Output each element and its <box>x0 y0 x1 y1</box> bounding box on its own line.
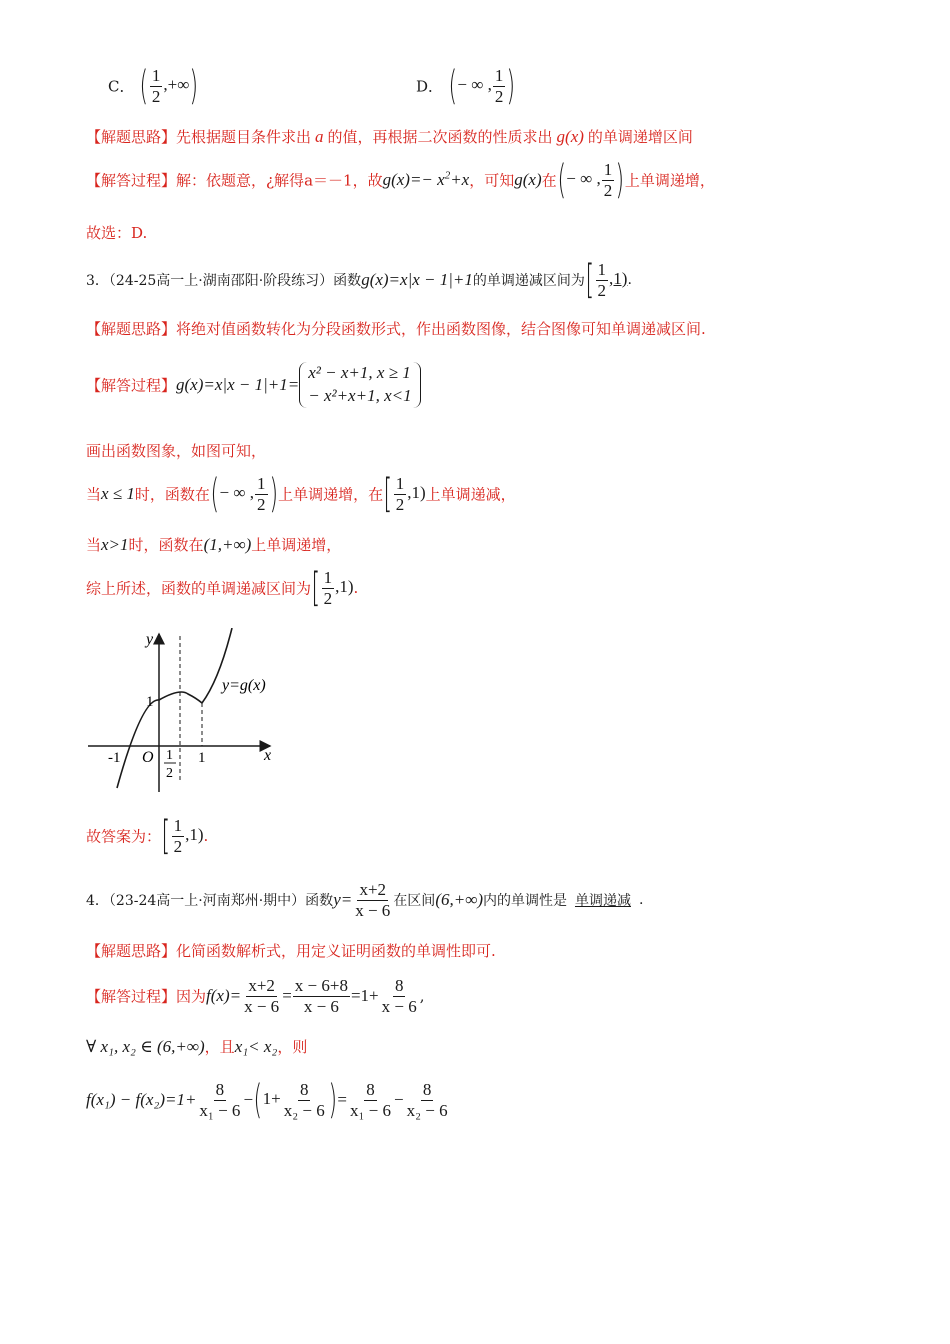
q4-stem: 4．（23-24高一上·河南郑州·期中）函数y= $\frac{x+2}{x - 6}$ 在区间(6,+∞)内的单调性是 单调递减 . <box>86 880 644 920</box>
y-axis-label: y <box>146 631 154 648</box>
q3-stem: 3．（24-25高一上·湖南邵阳·阶段练习）函数g(x)=x|x − 1|+1的单调递减区间为[ $\frac{1}{2}$ ,1). <box>86 257 632 304</box>
piecewise: x² − x+1, x ≥ 1 − x²+x+1, x<1 <box>299 362 420 408</box>
q4-answer-blank: 单调递减 <box>574 892 631 909</box>
q3-process: 【解答过程】g(x)=x|x − 1|+1= x² − x+1, x ≥ 1 − x²+x+1, x<1 <box>86 362 421 408</box>
tick-half-den: 2 <box>166 766 173 781</box>
q3-idea: 【解题思路】将绝对值函数转化为分段函数形式，作出函数图像，结合图像可知单调递减区间. <box>86 320 706 338</box>
tick-1-y: 1 <box>146 694 154 710</box>
option-c: C． ( $\frac{1}{2}$ ,+∞) <box>108 63 199 110</box>
q4-difference: f(x₁) − f(x₂)=1+ $\frac{8}{\text{x₁ − 6}}$ −(1+ $\frac{8}{\text{x₂ − 6}}$ )= $\frac{8}{\text{x₁ − 6}}$ − $\frac{8}{\text{x₂ − 6}}$ <box>86 1077 448 1124</box>
q3-line-4: 综上所述，函数的单调递减区间为[ $\frac{1}{2}$ ,1). <box>86 565 359 612</box>
origin-label: O <box>142 749 154 766</box>
q4-process: 【解答过程】因为f(x)= $\frac{x+2}{x - 6}$ = $\frac{x - 6+8}{x - 6}$ =1+ $\frac{8}{x - 6}$ , <box>86 976 425 1016</box>
curve-label: y=g(x) <box>222 677 266 694</box>
option-c-label: C． <box>108 77 135 96</box>
q2-process: 【解答过程】解：依题意，¿解得a＝－1，故$g(x)=- x^2+x$，可知g(x)在(− ∞ , $\frac{1}{2}$ )上单调递增， <box>86 157 715 204</box>
q3-answer: 故答案为：[ $\frac{1}{2}$ ,1). <box>86 813 209 860</box>
option-d: D． (− ∞ , $\frac{1}{2}$ ) <box>416 63 516 110</box>
q4-any-line: ∀ x₁, x₂ ∈ (6,+∞)，且x₁< x₂，则 <box>86 1037 308 1056</box>
q3-line-3: 当x>1时，函数在(1,+∞)上单调递增， <box>86 535 342 554</box>
curve <box>117 628 232 788</box>
tick-1-x: 1 <box>198 750 206 766</box>
function-graph <box>84 628 284 798</box>
x-axis-label: x <box>264 747 272 764</box>
tick-neg1: -1 <box>108 750 121 766</box>
q4-idea: 【解题思路】化简函数解析式，用定义证明函数的单调性即可. <box>86 942 496 960</box>
q3-line-2: 当x ≤ 1时，函数在(− ∞ , $\frac{1}{2}$ )上单调递增，在[ $\frac{1}{2}$ ,1)上单调递减， <box>86 471 516 518</box>
option-d-label: D． <box>416 77 444 96</box>
q2-answer: 故选：D. <box>86 224 148 242</box>
q3-line-1: 画出函数图象，如图可知， <box>86 442 267 460</box>
q2-idea: 【解题思路】先根据题目条件求出 a 的值，再根据二次函数的性质求出 g(x) 的单调递增区间 <box>86 127 693 146</box>
tick-half-num: 1 <box>166 748 173 763</box>
